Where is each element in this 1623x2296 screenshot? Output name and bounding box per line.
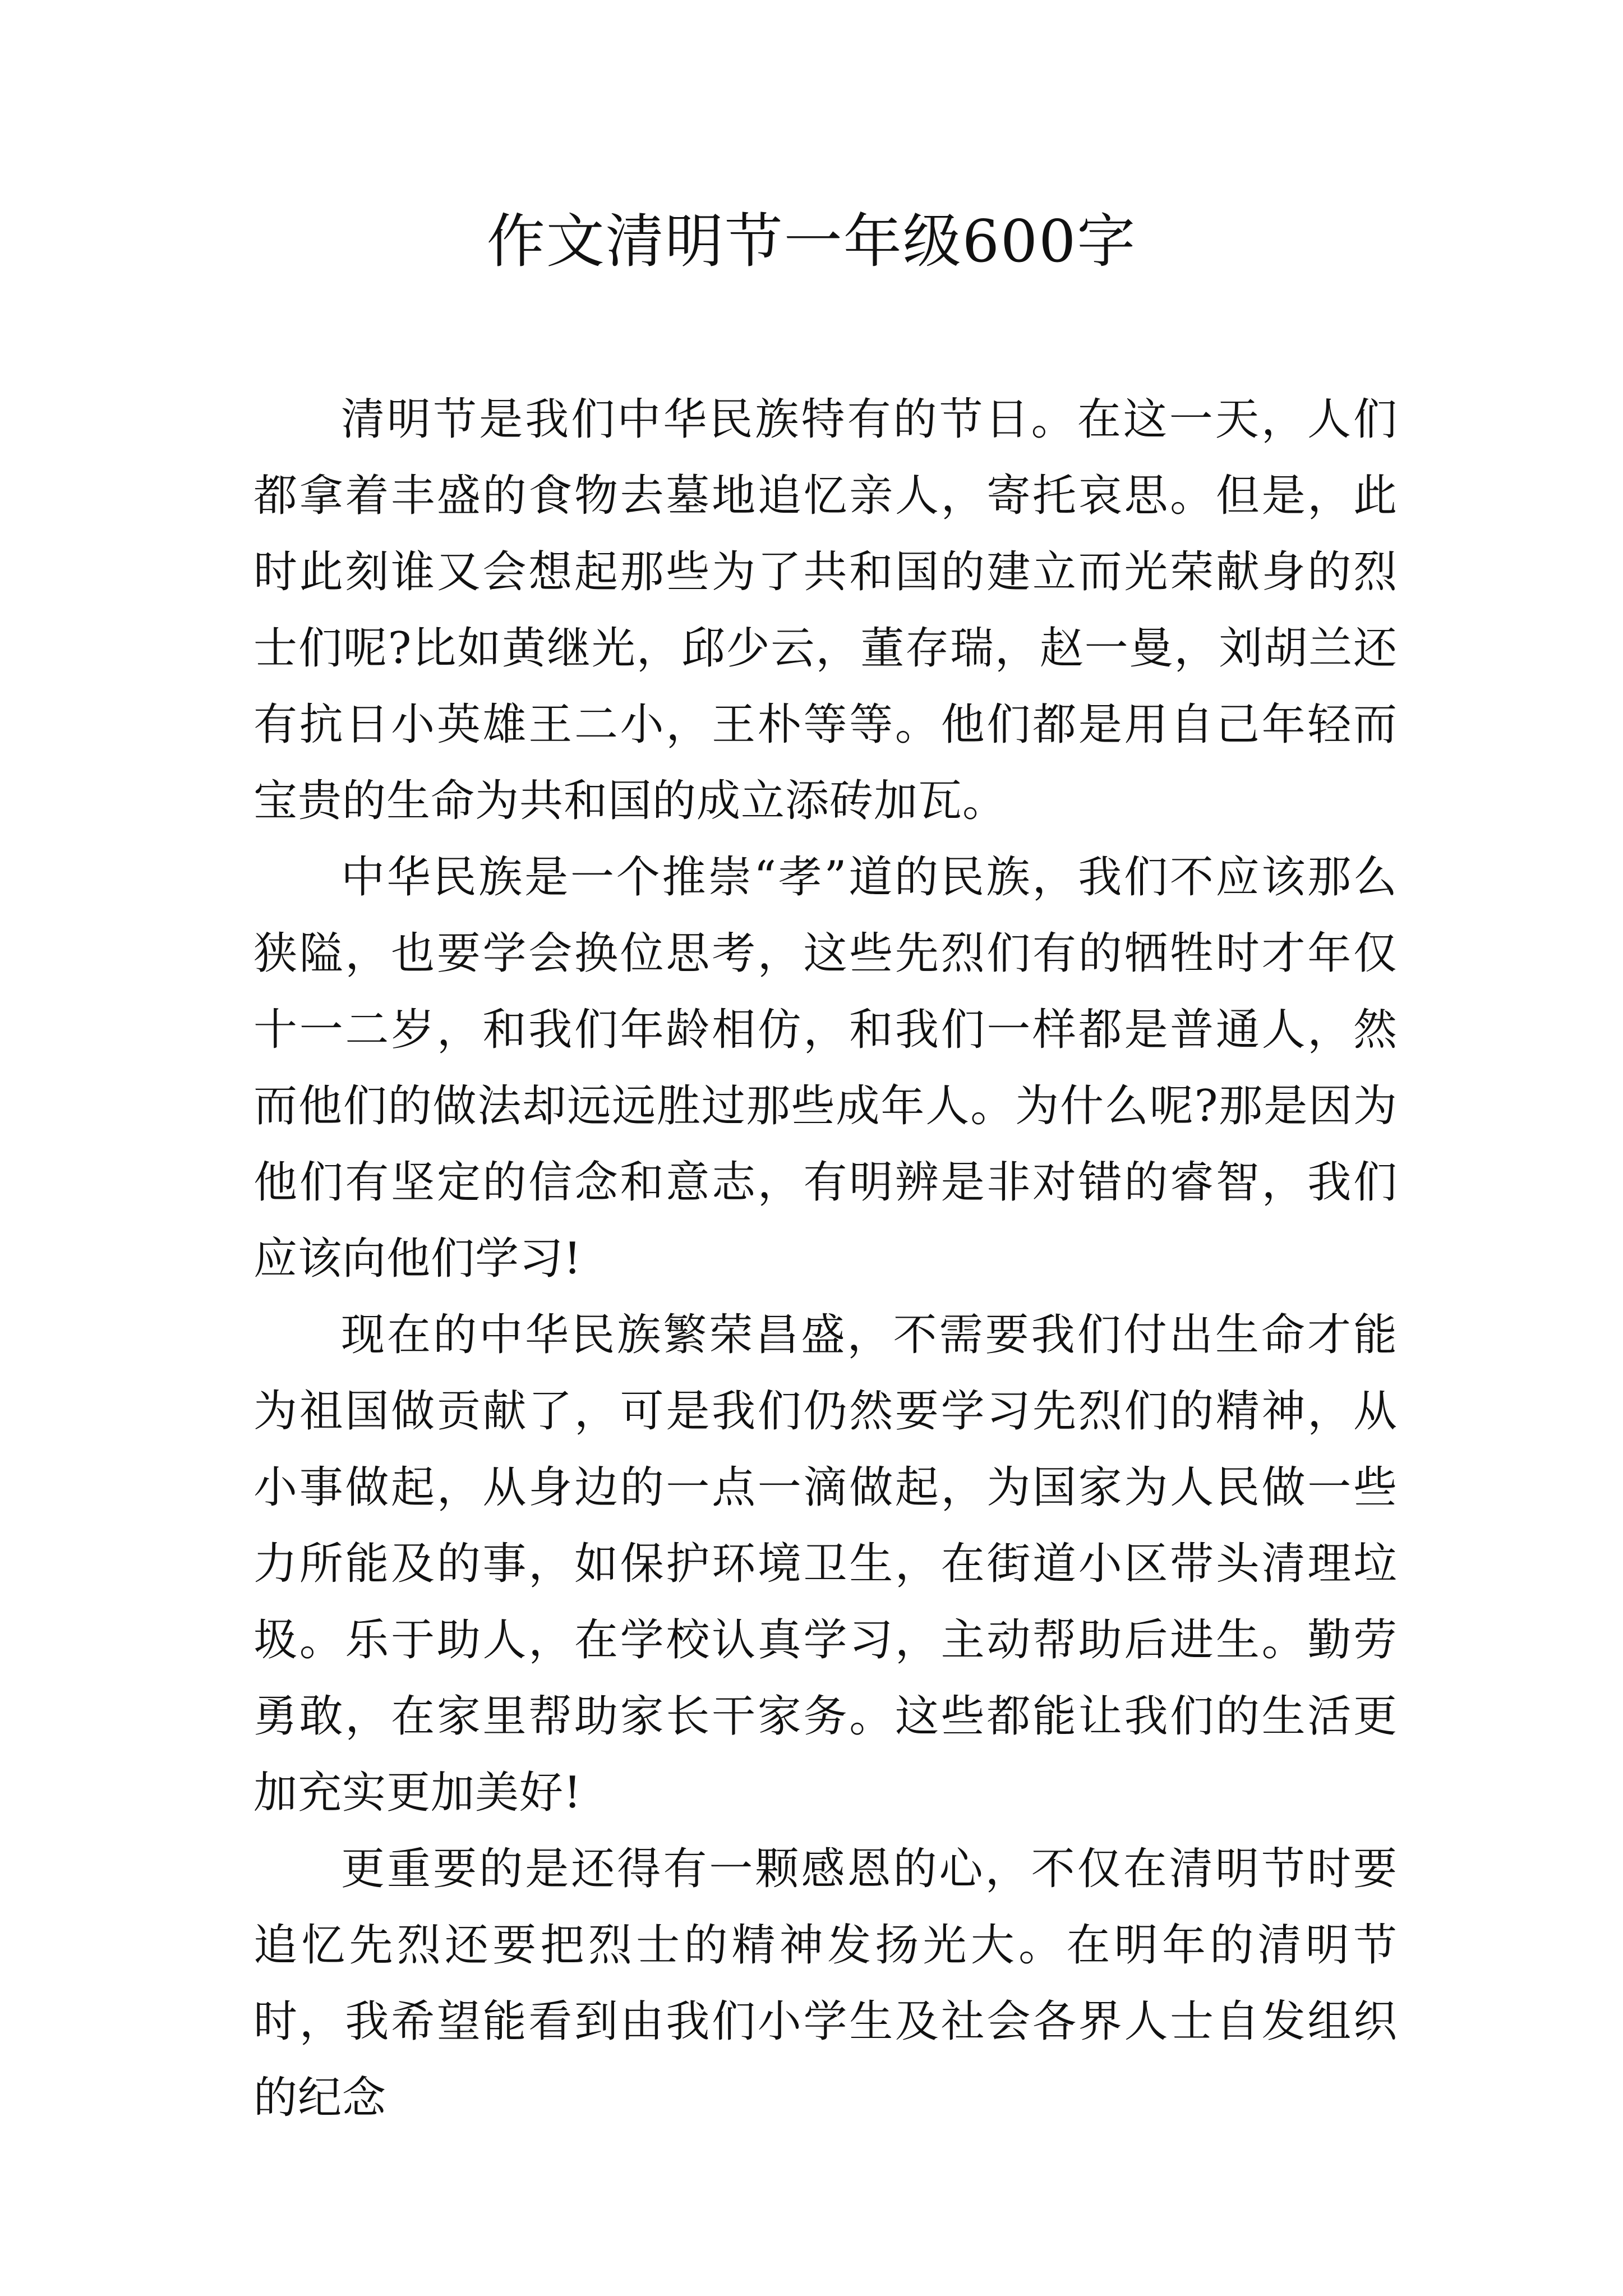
paragraph-2: 中华民族是一个推崇“孝”道的民族，我们不应该那么狭隘，也要学会换位思考，这些先烈们有的牺牲时才年仅十一二岁，和我们年龄相仿，和我们一样都是普通人，然而他们的做法却远远胜过那些成年人。为什么呢?那是因为他们有坚定的信念和意志，有明辨是非对错的睿智，我们应该向他们学习! (253, 852, 1398, 1284)
document-body (253, 381, 1398, 2136)
paragraph-4: 更重要的是还得有一颗感恩的心，不仅在清明节时要追忆先烈还要把烈士的精神发扬光大。在明年的清明节时，我希望能看到由我们小学生及社会各界人士自发组织的纪念 (253, 1844, 1398, 2123)
paragraph-1: 清明节是我们中华民族特有的节日。在这一天，人们都拿着丰盛的食物去墓地追忆亲人，寄托哀思。但是，此时此刻谁又会想起那些为了共和国的建立而光荣献身的烈士们呢?比如黄继光，邱少云，董存瑞，赵一曼，刘胡兰还有抗日小英雄王二小，王朴等等。他们都是用自己年轻而宝贵的生命为共和国的成立添砖加瓦。 (253, 394, 1398, 826)
document-title: 作文清明节一年级600字 (486, 207, 1137, 275)
paragraph-3: 现在的中华民族繁荣昌盛，不需要我们付出生命才能为祖国做贡献了，可是我们仍然要学习先烈们的精神，从小事做起，从身边的一点一滴做起，为国家为人民做一些力所能及的事，如保护环境卫生，在街道小区带头清理垃圾。乐于助人，在学校认真学习，主动帮助后进生。勤劳勇敢，在家里帮助家长干家务。这些都能让我们的生活更加充实更加美好! (253, 1310, 1398, 1818)
